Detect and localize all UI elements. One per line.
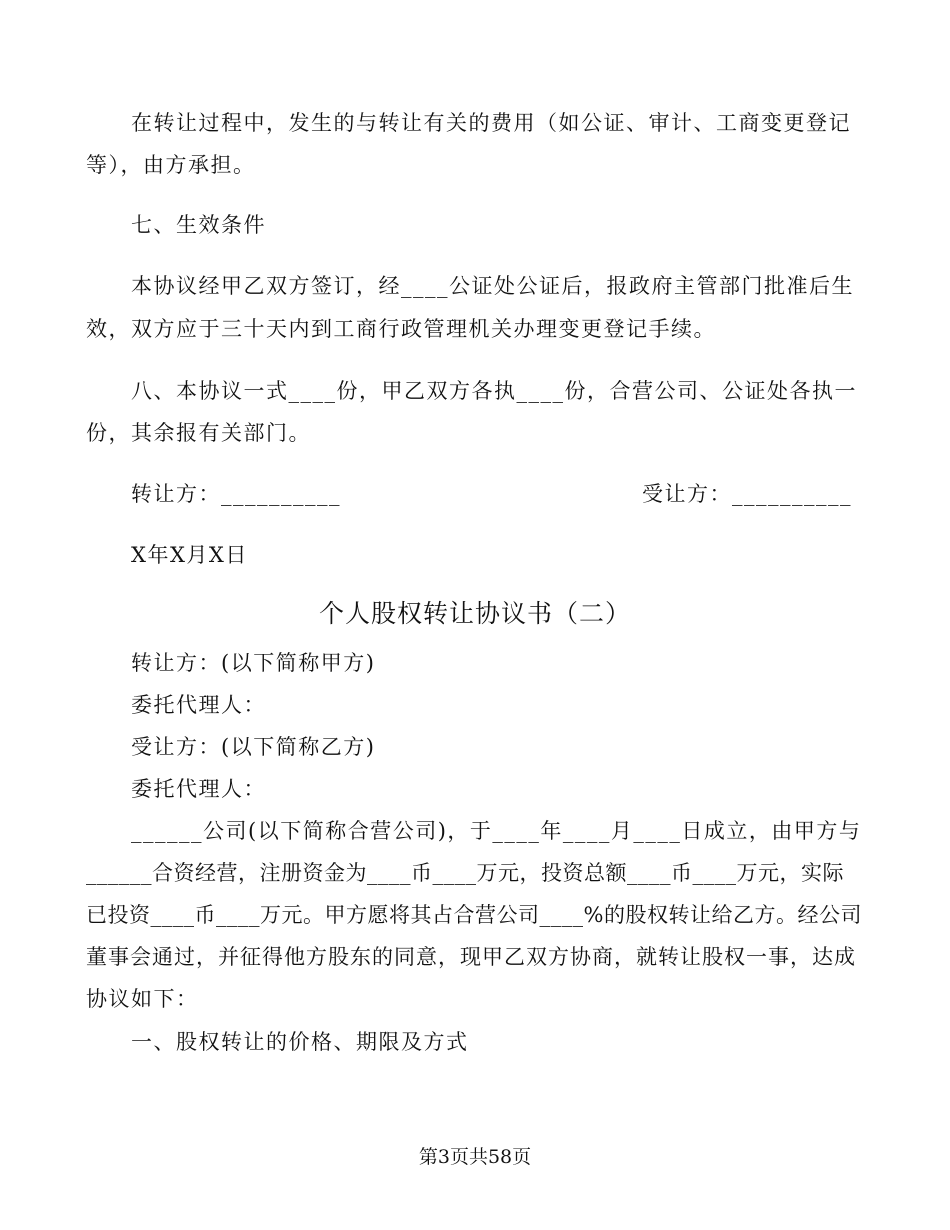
copies-paragraph-line-2: 份，其余报有关部门。 (86, 421, 311, 445)
body-paragraph-line-1: ______公司(以下简称合营公司)，于____年____月____日成立，由甲方与 (131, 819, 862, 843)
transferor-party: 转让方：(以下简称甲方) (131, 651, 376, 675)
transferor-agent: 委托代理人： (131, 693, 266, 717)
copies-paragraph-line-1: 八、本协议一式____份，甲乙双方各执____份，合营公司、公证处各执一 (131, 379, 857, 403)
body-paragraph-line-2: ______合资经营，注册资金为____币____万元，投资总额____币____万元，实际 (86, 861, 844, 885)
effect-paragraph-line-1: 本协议经甲乙双方签订，经____公证处公证后，报政府主管部门批准后生 (131, 274, 854, 298)
signing-date: X年X月X日 (131, 543, 248, 567)
fee-paragraph-line-2: 等），由方承担。 (86, 153, 256, 177)
body-paragraph-line-3: 已投资____币____万元。甲方愿将其占合营公司____%的股权转让给乙方。经公司 (86, 903, 862, 927)
transferor-signature: 转让方：__________ (131, 482, 341, 506)
body-paragraph-line-5: 协议如下： (86, 987, 199, 1011)
heading-effective-conditions: 七、生效条件 (131, 213, 266, 237)
fee-paragraph-line-1: 在转让过程中，发生的与转让有关的费用（如公证、审计、工商变更登记 (131, 111, 851, 135)
transferee-signature: 受让方：__________ (642, 482, 852, 506)
agreement-title: 个人股权转让协议书（二） (318, 599, 631, 628)
heading-price-term-method: 一、股权转让的价格、期限及方式 (131, 1030, 469, 1054)
transferee-party: 受让方：(以下简称乙方) (131, 735, 376, 759)
body-paragraph-line-4: 董事会通过，并征得他方股东的同意，现甲乙双方协商，就转让股权一事，达成 (86, 945, 856, 969)
effect-paragraph-line-2: 效，双方应于三十天内到工商行政管理机关办理变更登记手续。 (86, 317, 716, 341)
transferee-agent: 委托代理人： (131, 777, 266, 801)
page-number: 第3页共58页 (418, 1146, 532, 1168)
